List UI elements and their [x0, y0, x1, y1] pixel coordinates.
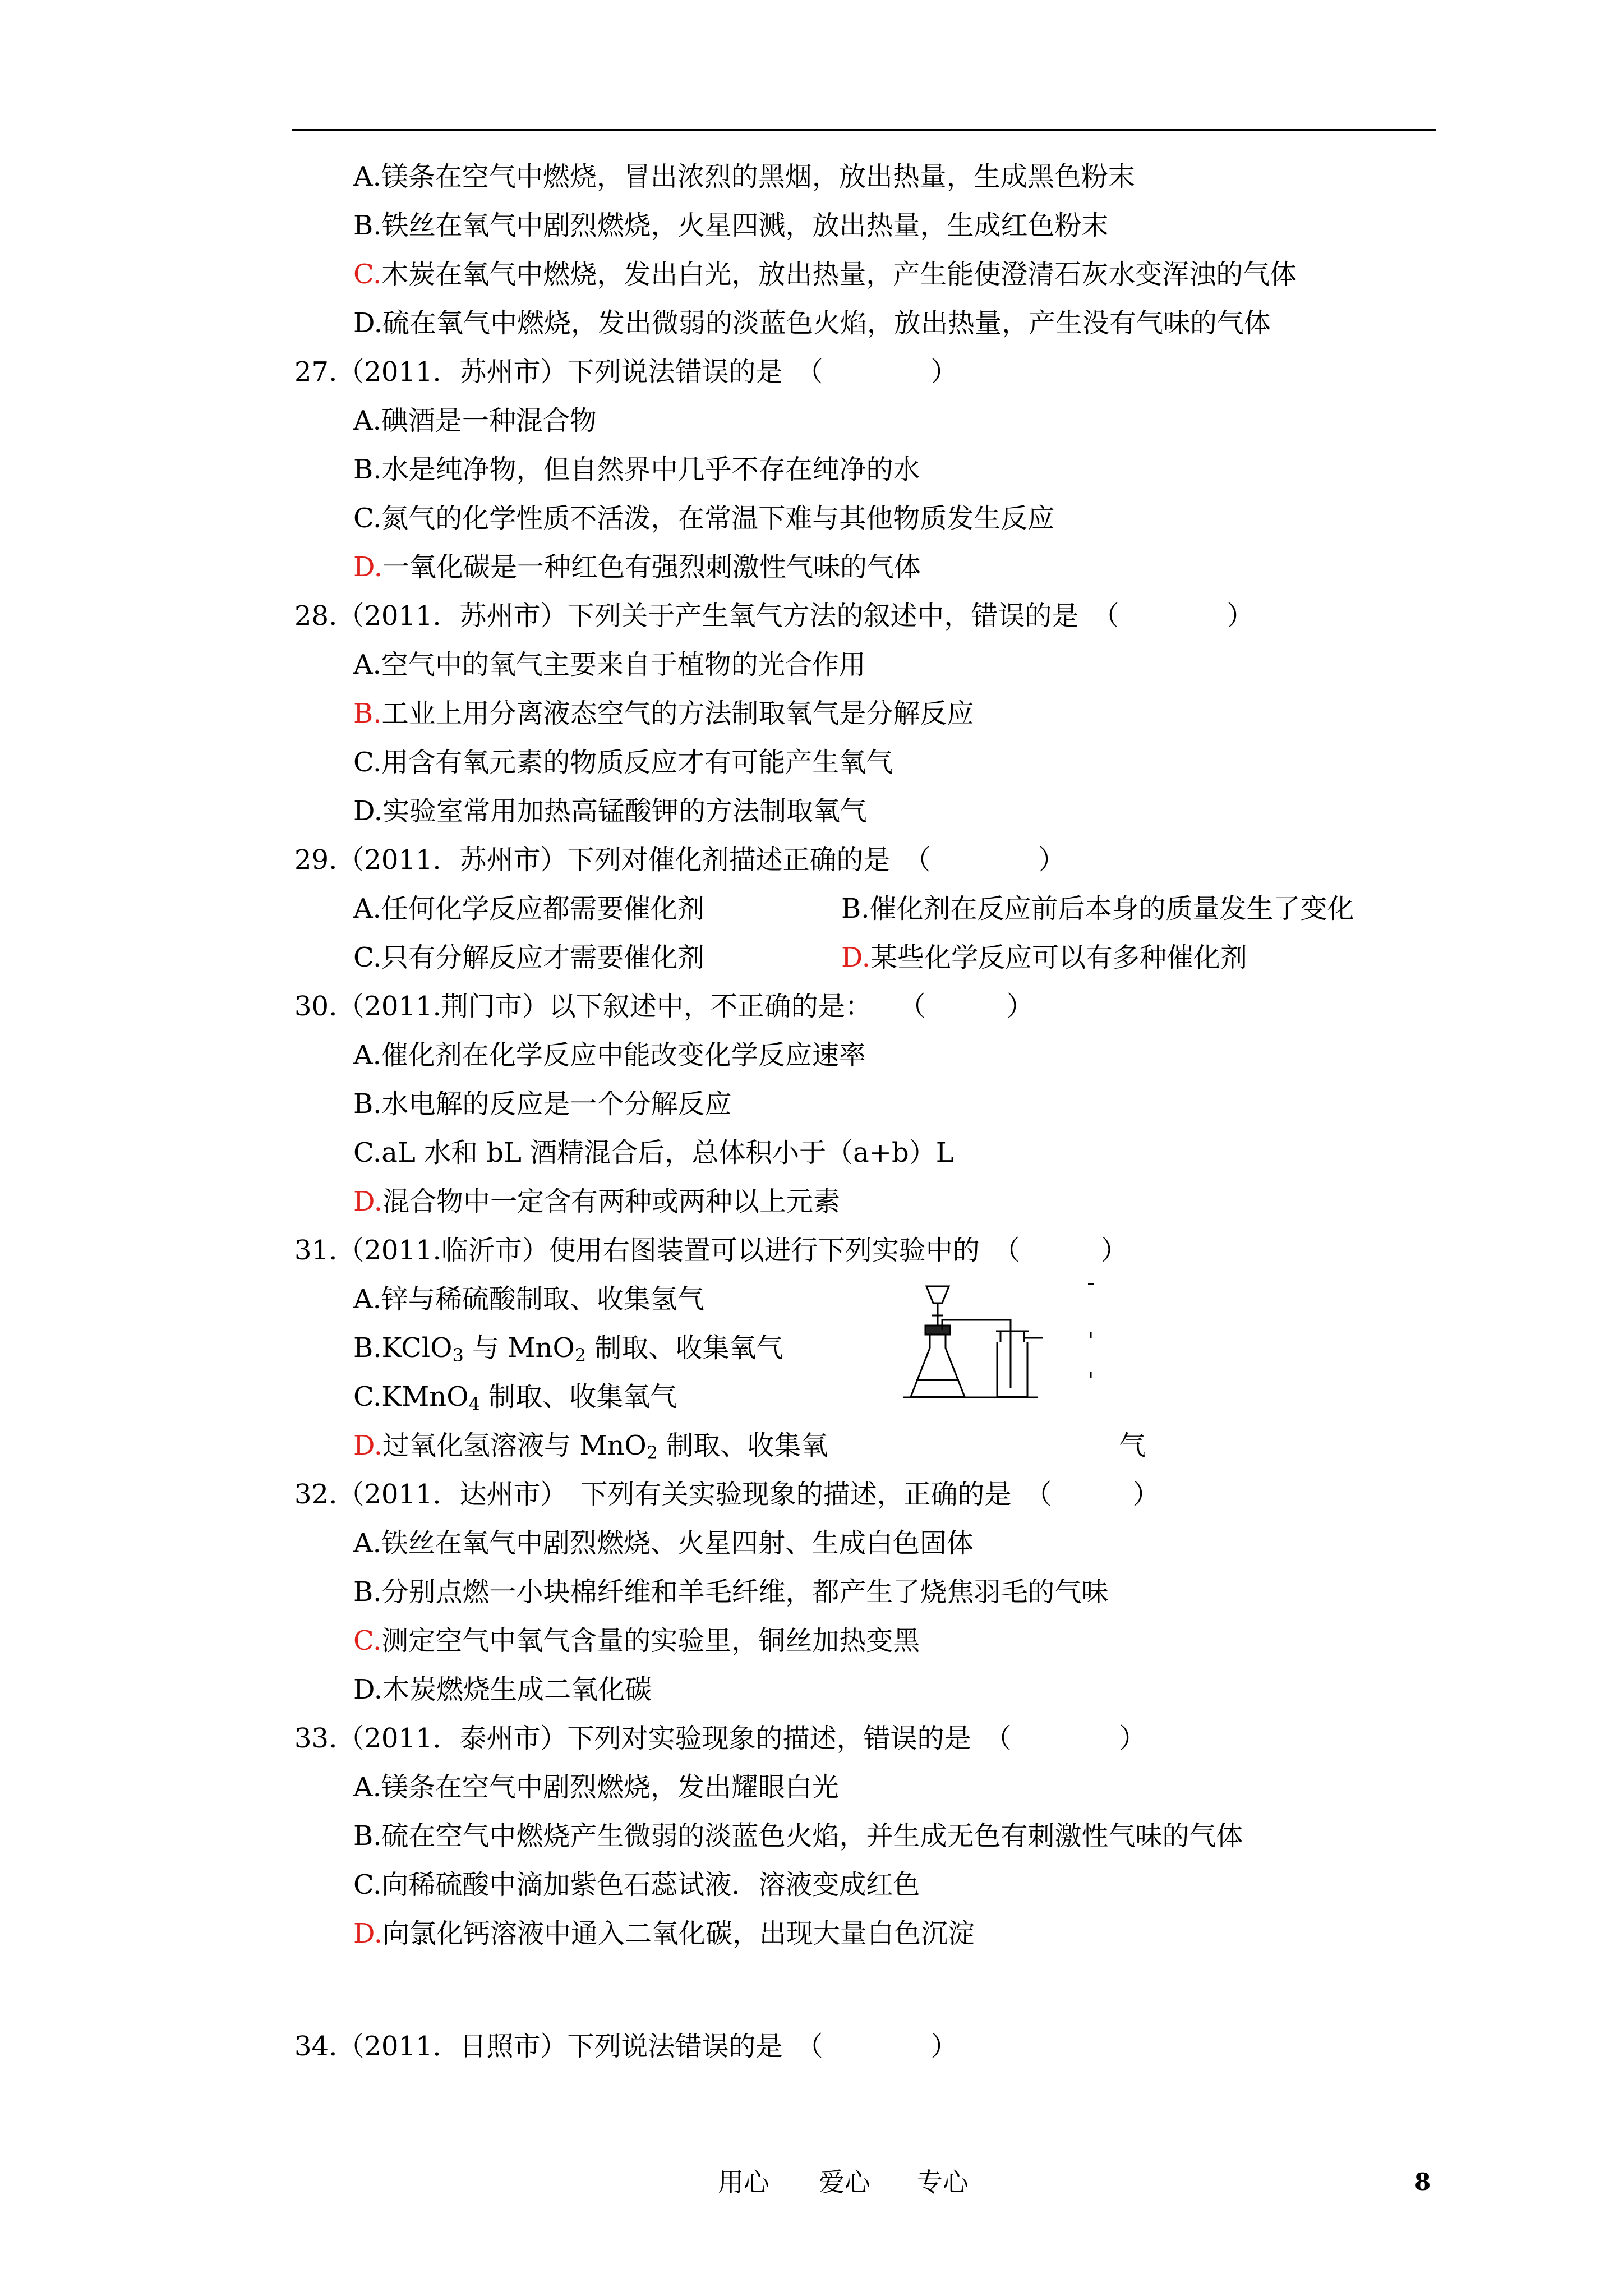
option-b: B.硫在空气中燃烧产生微弱的淡蓝色火焰，并生成无色有刺激性气味的气体 [353, 1820, 1243, 1852]
answer-mark: C. [353, 259, 382, 290]
option-b: B.水电解的反应是一个分解反应 [353, 1088, 732, 1120]
footer-text-middle: 爱心 [819, 2167, 870, 2197]
option-b: B.水是纯净物，但自然界中几乎不存在纯净的水 [353, 454, 920, 485]
option-c: C.木炭在氧气中燃烧，发出白光，放出热量，产生能使澄清石灰水变浑浊的气体 [353, 259, 1297, 290]
page-number: 8 [1414, 2168, 1431, 2196]
option-d-tail: 气 [1119, 1430, 1146, 1461]
answer-mark: D. [353, 551, 383, 583]
option-d: D.硫在氧气中燃烧，发出微弱的淡蓝色火焰，放出热量，产生没有气味的气体 [353, 307, 1271, 339]
answer-mark: D. [353, 1186, 383, 1217]
footer-text-right: 专心 [917, 2167, 969, 2197]
answer-mark: D. [353, 1430, 383, 1461]
option-b: B.工业上用分离液态空气的方法制取氧气是分解反应 [353, 698, 974, 729]
header-rule [292, 129, 1436, 131]
option-c: C.向稀硫酸中滴加紫色石蕊试液．溶液变成红色 [353, 1869, 920, 1901]
question-29: 29.（2011．苏州市）下列对催化剂描述正确的是 （ ） [294, 844, 1066, 876]
footer-text-left: 用心 [718, 2167, 769, 2197]
option-d: D.过氧化氢溶液与 MnO$_2$ 制取、收集氧 [353, 1430, 828, 1464]
option-d: D.混合物中一定含有两种或两种以上元素 [353, 1186, 841, 1217]
option-a: A.铁丝在氧气中剧烈燃烧、火星四射、生成白色固体 [353, 1527, 974, 1559]
option-b: B.分别点燃一小块棉纤维和羊毛纤维，都产生了烧焦羽毛的气味 [353, 1576, 1109, 1608]
option-c: C.aL 水和 bL 酒精混合后，总体积小于（a+b）L [353, 1137, 954, 1168]
option-a: A.任何化学反应都需要催化剂 [353, 893, 704, 924]
option-c: C.氮气的化学性质不活泼，在常温下难与其他物质发生反应 [353, 503, 1055, 534]
option-c: C.KMnO$_4$ 制取、收集氧气 [353, 1381, 677, 1415]
option-a: A.空气中的氧气主要来自于植物的光合作用 [353, 649, 866, 680]
question-28: 28.（2011．苏州市）下列关于产生氧气方法的叙述中，错误的是 （ ） [294, 600, 1254, 632]
option-a: A.催化剂在化学反应中能改变化学反应速率 [353, 1039, 866, 1071]
question-31: 31.（2011.临沂市）使用右图装置可以进行下列实验中的 （ ） [294, 1235, 1128, 1266]
option-c: C.测定空气中氧气含量的实验里，铜丝加热变黑 [353, 1625, 920, 1657]
option-c: C.只有分解反应才需要催化剂 [353, 942, 705, 973]
answer-mark: C. [353, 1625, 382, 1657]
gas-apparatus-figure [897, 1282, 1099, 1416]
answer-mark: D. [353, 1918, 383, 1949]
option-b: B.铁丝在氧气中剧烈燃烧，火星四溅，放出热量，生成红色粉末 [353, 210, 1109, 241]
option-a: A.碘酒是一种混合物 [353, 405, 597, 436]
option-a: A.镁条在空气中剧烈燃烧，发出耀眼白光 [353, 1772, 839, 1803]
option-a: A.锌与稀硫酸制取、收集氢气 [353, 1283, 704, 1315]
question-34: 34.（2011．日照市）下列说法错误的是 （ ） [294, 2031, 958, 2062]
answer-mark: D. [841, 942, 871, 973]
option-d: D.某些化学反应可以有多种催化剂 [841, 942, 1248, 973]
option-d: D.实验室常用加热高锰酸钾的方法制取氧气 [353, 795, 868, 827]
option-d: D.向氯化钙溶液中通入二氧化碳，出现大量白色沉淀 [353, 1918, 975, 1949]
question-27: 27.（2011．苏州市）下列说法错误的是 （ ） [294, 356, 958, 388]
option-b: B.催化剂在反应前后本身的质量发生了变化 [841, 893, 1354, 924]
question-33: 33.（2011．泰州市）下列对实验现象的描述，错误的是 （ ） [294, 1723, 1146, 1754]
option-d: D.木炭燃烧生成二氧化碳 [353, 1674, 652, 1705]
question-32: 32.（2011．达州市） 下列有关实验现象的描述，正确的是 （ ） [294, 1479, 1160, 1510]
option-d: D.一氧化碳是一种红色有强烈刺激性气味的气体 [353, 551, 921, 583]
option-a: A.镁条在空气中燃烧，冒出浓烈的黑烟，放出热量，生成黑色粉末 [353, 161, 1135, 192]
option-c: C.用含有氧元素的物质反应才有可能产生氧气 [353, 747, 893, 778]
question-30: 30.（2011.荆门市）以下叙述中，不正确的是： （ ） [294, 991, 1034, 1022]
option-b: B.KClO$_3$ 与 MnO$_2$ 制取、收集氧气 [353, 1332, 783, 1366]
answer-mark: B. [353, 698, 382, 729]
